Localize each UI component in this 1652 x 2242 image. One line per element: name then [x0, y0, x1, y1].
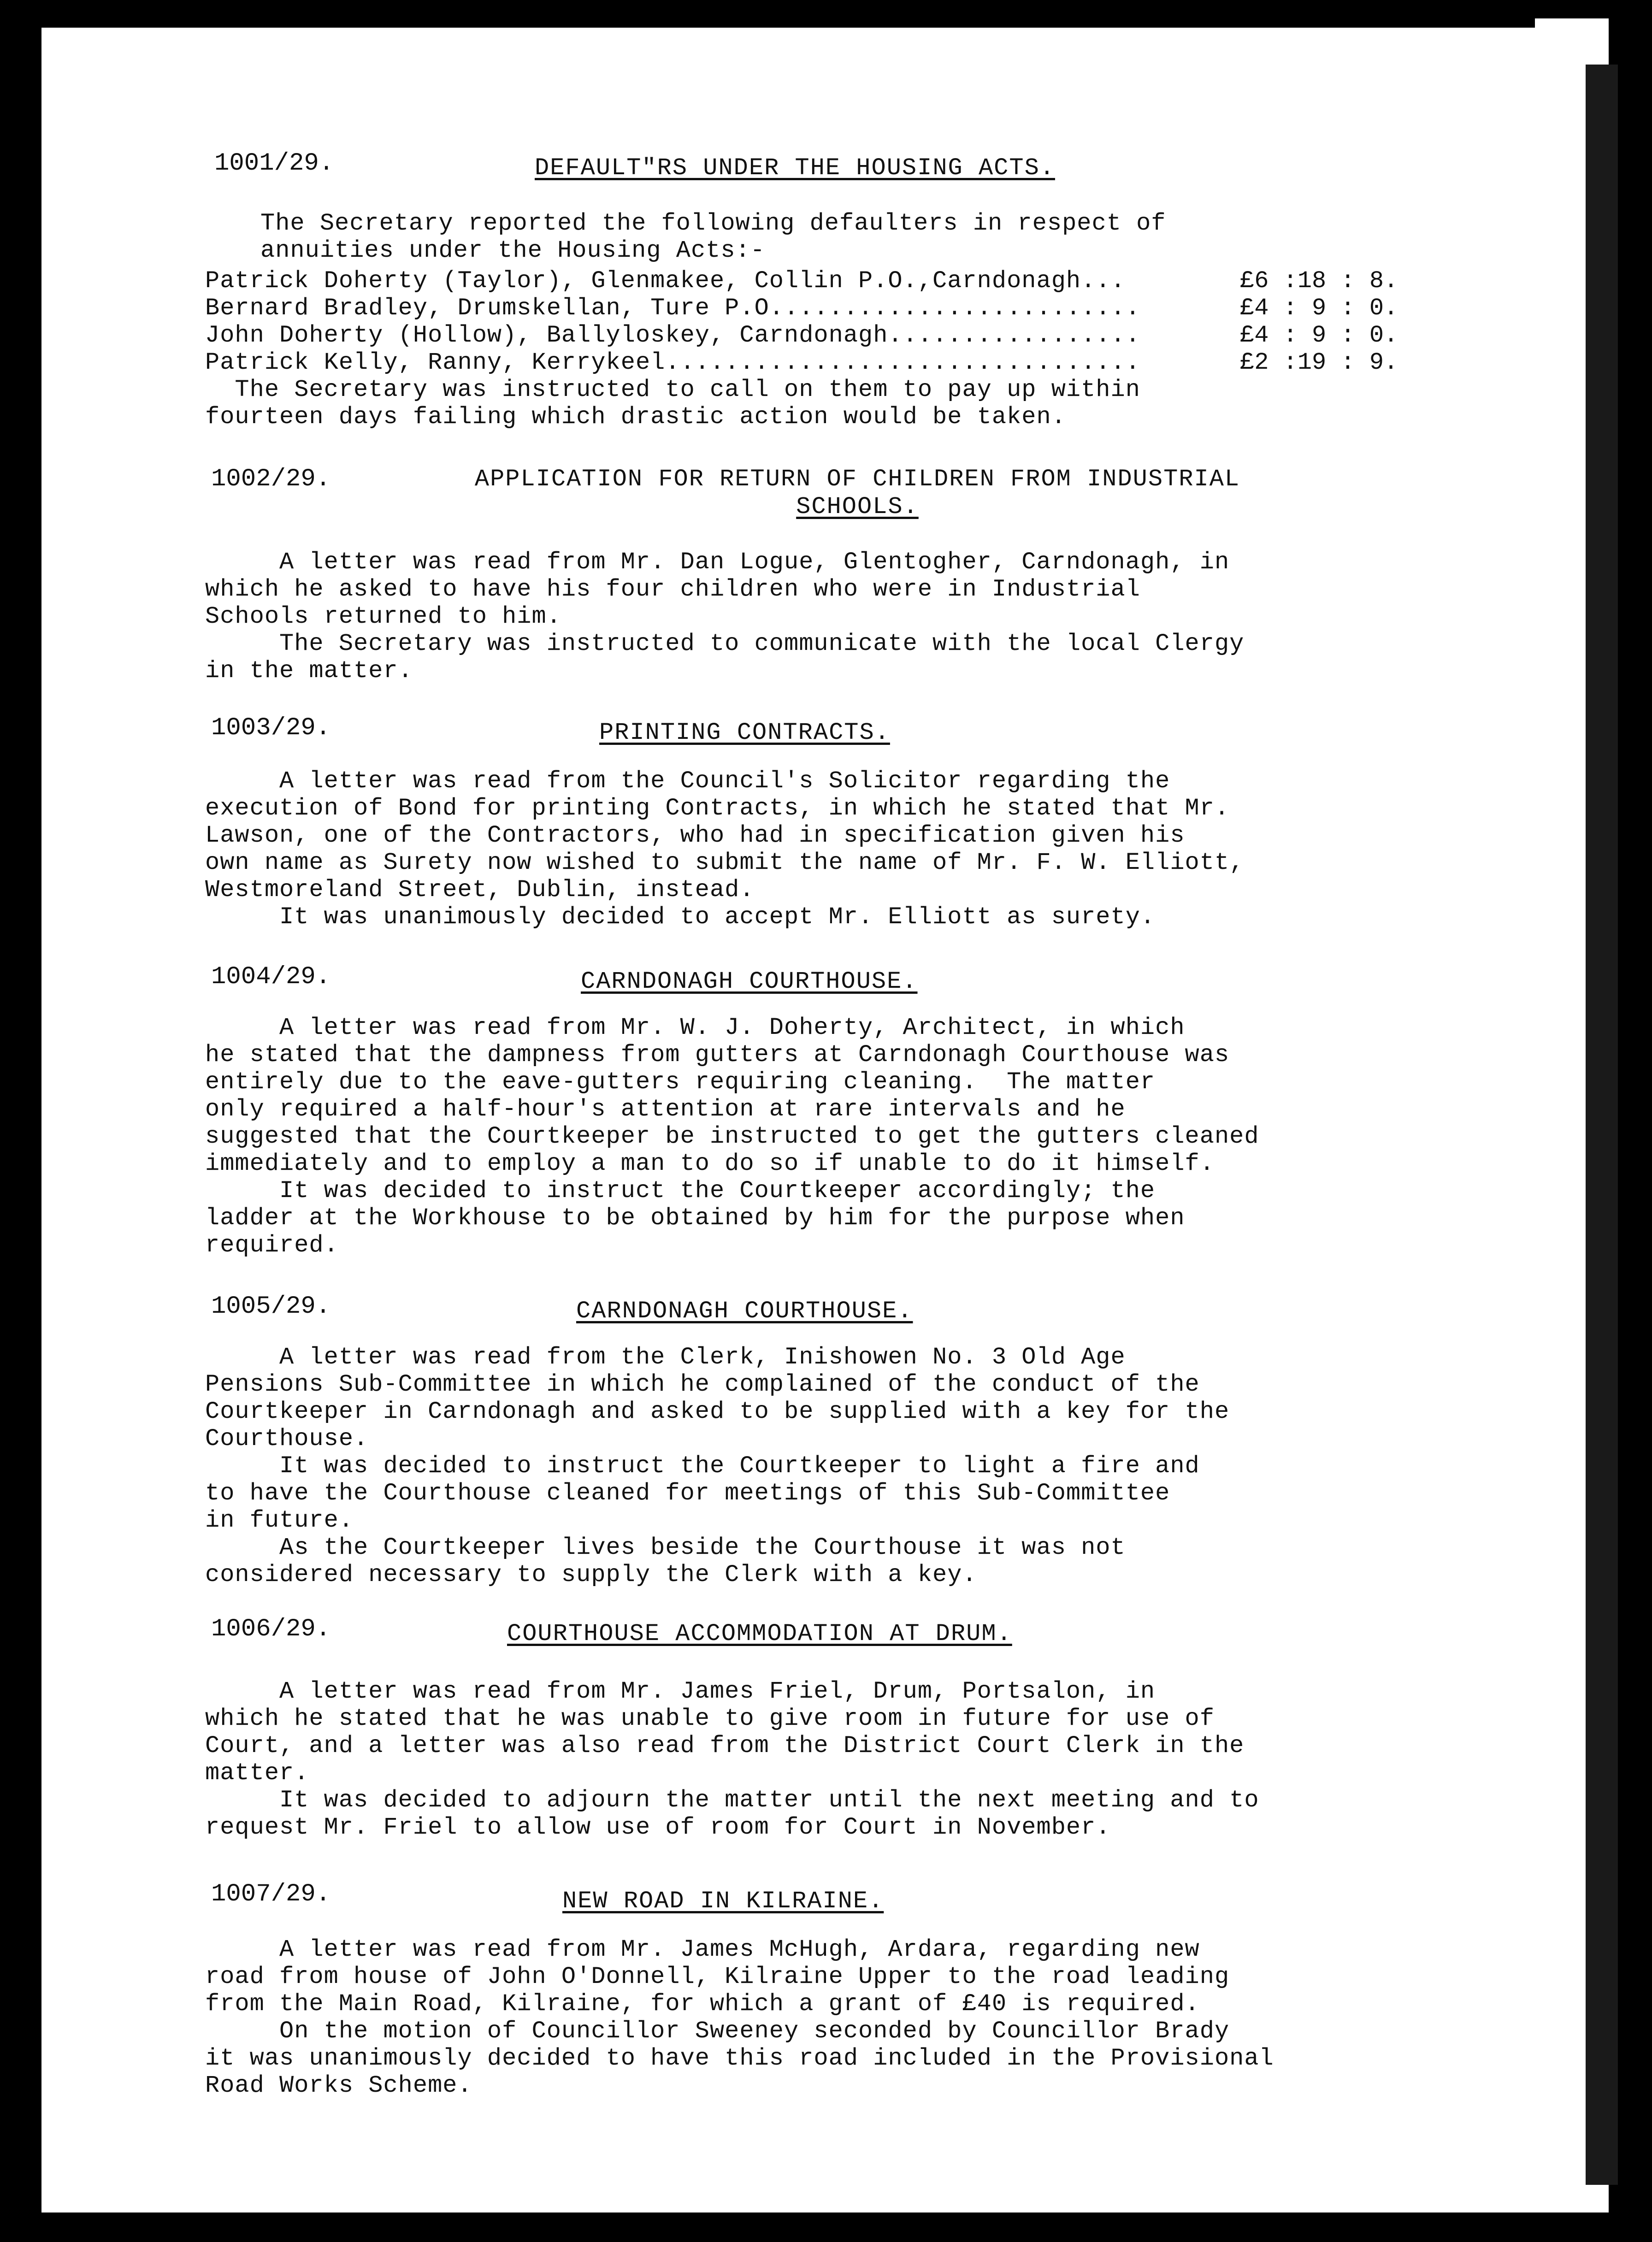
- defaulter-row: [205, 295, 1140, 322]
- defaulter-name: Patrick Doherty (Taylor), Glenmakee, Collin P.O.,Carndonagh...: [205, 267, 1126, 295]
- minute-number: 1001/29.: [214, 149, 334, 177]
- section-text: A letter was read from Mr. Dan Logue, Glentogher, Carndonagh, in which he asked to have his four children who were in Industrial Schools returned to him. The Secretary was instructed to communicate with the local Clergy in the matter.: [205, 549, 1245, 684]
- section-title: [415, 466, 1300, 521]
- section-title: COURTHOUSE ACCOMMODATION AT DRUM.: [507, 1620, 1012, 1647]
- minute-number: 1006/29.: [211, 1615, 331, 1643]
- minute-number: 1007/29.: [211, 1880, 331, 1908]
- section-text: A letter was read from the Clerk, Inishowen No. 3 Old Age Pensions Sub-Committee in which he complained of the conduct of the Courtkeeper in Carndonagh and asked to be supplied with a key for the Courthouse. It was decided to instruct the Courtkeeper to light a fire and to have the Courthouse cleaned for meetings of this Sub-Committee in future. As the Courtkeeper lives beside the Courthouse it was not considered necessary to supply the Clerk with a key.: [205, 1344, 1230, 1588]
- defaulter-name: John Doherty (Hollow), Ballyloskey, Carndonagh.................: [205, 322, 1140, 349]
- defaulter-amount: £4 : 9 : 0.: [1240, 295, 1398, 322]
- defaulter-row: [205, 267, 1126, 295]
- minute-number: 1004/29.: [211, 963, 331, 991]
- section-title: CARNDONAGH COURTHOUSE.: [581, 968, 918, 995]
- minutes-page: [41, 28, 1535, 2212]
- section-title: NEW ROAD IN KILRAINE.: [562, 1888, 884, 1915]
- defaulter-name: Bernard Bradley, Drumskellan, Ture P.O.........................: [205, 295, 1140, 322]
- section-outro: The Secretary was instructed to call on them to pay up within fourteen days failing which drastic action would be taken.: [205, 376, 1140, 431]
- defaulter-row: [205, 349, 1140, 376]
- defaulter-row: [205, 322, 1140, 349]
- minute-number: 1005/29.: [211, 1292, 331, 1321]
- defaulter-name: Patrick Kelly, Ranny, Kerrykeel................................: [205, 349, 1140, 376]
- section-text: A letter was read from the Council's Solicitor regarding the execution of Bond for printing Contracts, in which he stated that Mr. Lawson, one of the Contractors, who had in specification given his own name as Surety now wished to submit the name of Mr. F. W. Elliott, Westmoreland Street, Dublin, instead. It was unanimously decided to accept Mr. Elliott as surety.: [205, 767, 1245, 931]
- defaulter-amount: £2 :19 : 9.: [1240, 349, 1398, 376]
- minute-number: 1003/29.: [211, 714, 331, 742]
- section-title: PRINTING CONTRACTS.: [599, 719, 890, 746]
- section-title-line1: APPLICATION FOR RETURN OF CHILDREN FROM INDUSTRIAL: [474, 466, 1240, 493]
- section-text: A letter was read from Mr. James McHugh, Ardara, regarding new road from house of John O'Donnell, Kilraine Upper to the road leading from the Main Road, Kilraine, for which a grant of £40 is required. On the motion of Councillor Sweeney seconded by Councillor Brady it was unanimously decided to have this road included in the Provisional Road Works Scheme.: [205, 1936, 1274, 2099]
- section-text: A letter was read from Mr. W. J. Doherty, Architect, in which he stated that the dampness from gutters at Carndonagh Courthouse was entirely due to the eave-gutters requiring cleaning. The matter only required a half-hour's attention at rare intervals and he suggested that the Courtkeeper be instructed to get the gutters cleaned immediately and to employ a man to do so if unable to do it himself. It was decided to instruct the Courtkeeper accordingly; the ladder at the Workhouse to be obtained by him for the purpose when required.: [205, 1014, 1259, 1259]
- defaulter-amount: £4 : 9 : 0.: [1240, 322, 1398, 349]
- section-title: DEFAULT"RS UNDER THE HOUSING ACTS.: [535, 154, 1055, 182]
- section-title-line2: SCHOOLS.: [796, 493, 919, 520]
- minute-number: 1002/29.: [211, 465, 331, 493]
- section-intro: The Secretary reported the following defaulters in respect of annuities under the Housing Acts:-: [260, 210, 1166, 264]
- section-title: CARNDONAGH COURTHOUSE.: [576, 1298, 913, 1325]
- defaulter-amount: £6 :18 : 8.: [1240, 267, 1398, 295]
- page-edge-shadow: [1586, 65, 1618, 2185]
- section-text: A letter was read from Mr. James Friel, Drum, Portsalon, in which he stated that he was unable to give room in future for use of Court, and a letter was also read from the District Court Clerk in the matter. It was decided to adjourn the matter until the next meeting and to request Mr. Friel to allow use of room for Court in November.: [205, 1678, 1259, 1841]
